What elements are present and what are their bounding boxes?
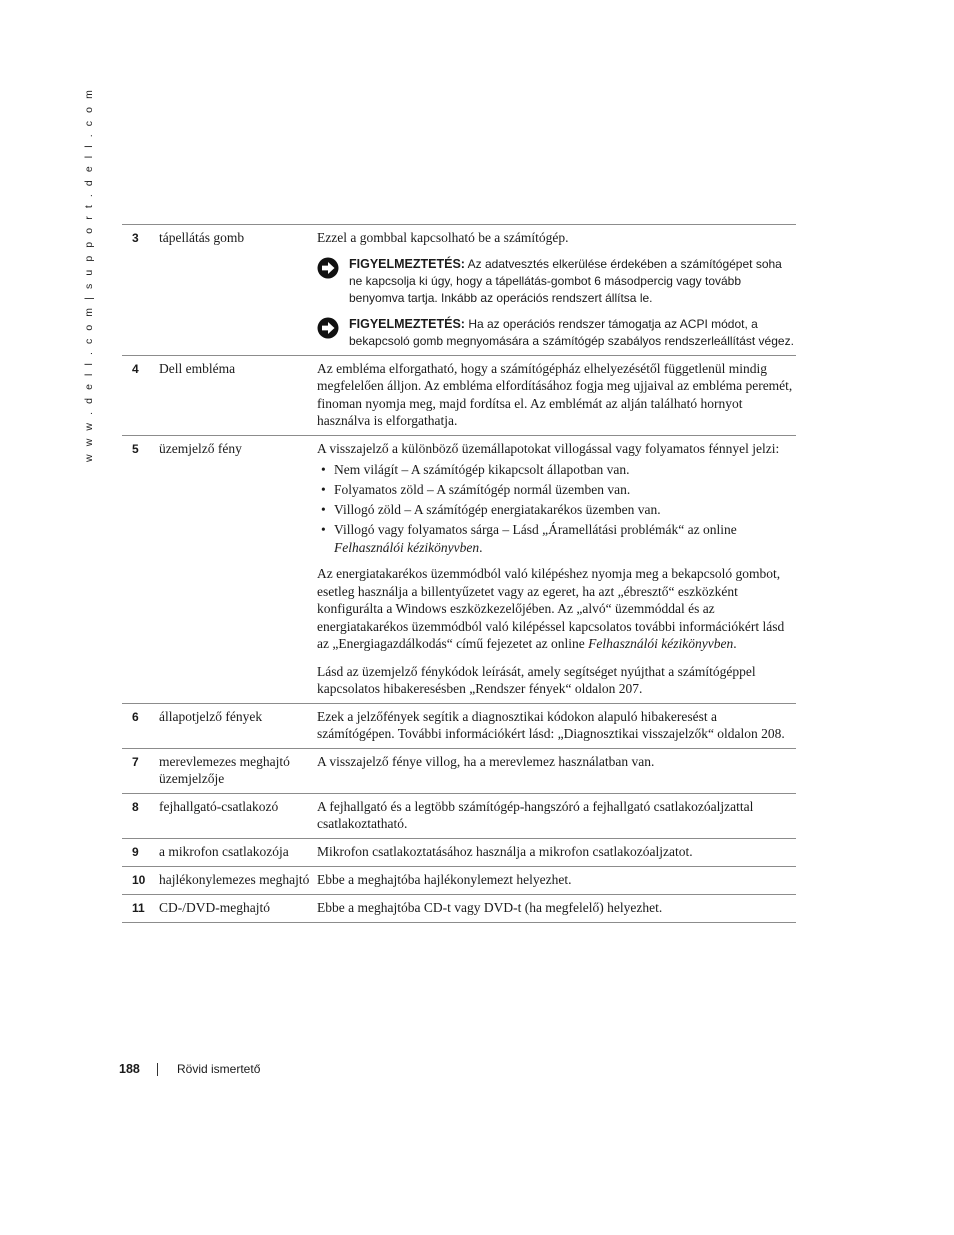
- component-name: a mikrofon csatlakozója: [159, 843, 289, 859]
- component-name: CD-/DVD-meghajtó: [159, 899, 270, 915]
- component-description: [317, 798, 796, 833]
- component-description: [317, 843, 796, 861]
- warning-label: FIGYELMEZTETÉS:: [349, 316, 465, 331]
- row-number: 5: [132, 441, 139, 456]
- component-description: [317, 229, 796, 350]
- component-description: [317, 440, 796, 698]
- component-name: fejhallgató-csatlakozó: [159, 798, 279, 814]
- status-list: [317, 461, 796, 556]
- component-name: hajlékonylemezes meghajtó: [159, 871, 310, 887]
- list-item-end: .: [479, 539, 483, 555]
- table-row: [122, 867, 796, 895]
- description-text: A fejhallgató és a legtöbb számítógép-hangszóró a fejhallgató csatlakozóaljzattal csatlakoztatható.: [317, 798, 754, 831]
- manual-reference: Felhasználói kézikönyvben: [588, 636, 734, 651]
- list-item: [317, 521, 796, 556]
- component-description: [317, 708, 796, 743]
- component-name: tápellátás gomb: [159, 230, 245, 245]
- row-number: 10: [132, 872, 146, 887]
- row-number: 4: [132, 361, 139, 376]
- table-row: [122, 895, 796, 923]
- component-description: [317, 871, 796, 889]
- warning-text: Ha az operációs rendszer támogatja az ACPI módot, a bekapcsoló gomb megnyomására a számítógép szabályos rendszerleállítást végez.: [349, 316, 794, 348]
- row-number: 7: [132, 754, 139, 769]
- table-row: [122, 356, 796, 436]
- component-name: állapotjelző fények: [159, 708, 263, 724]
- paragraph-end: .: [733, 636, 737, 651]
- warning-notice: [317, 256, 796, 307]
- manual-reference: Felhasználói kézikönyvben: [334, 539, 480, 555]
- table-row: [122, 225, 796, 356]
- description-paragraph: [317, 565, 796, 653]
- description-text: Ezek a jelzőfények segítik a diagnosztikai kódokon alapuló hibakeresést a számítógépen. További információkért lásd: „Diagnosztikai visszajelzők“ oldalon 208.: [317, 708, 785, 741]
- table-row: [122, 839, 796, 867]
- footer-divider: [157, 1063, 158, 1076]
- table-row: [122, 704, 796, 749]
- description-text: Mikrofon csatlakoztatásához használja a mikrofon csatlakozóaljzatot.: [317, 843, 693, 859]
- side-url: w w w . d e l l . c o m | s u p p o r t . d e l l . c o m: [83, 87, 95, 462]
- row-number: 3: [132, 231, 139, 245]
- component-table: [122, 224, 796, 923]
- warning-label: FIGYELMEZTETÉS:: [349, 256, 465, 271]
- row-number: 9: [132, 844, 139, 859]
- paragraph-text: Az energiatakarékos üzemmódból való kilépéshez nyomja meg a bekapcsoló gombot, esetleg használja a billentyűzetet vagy az egeret, ha azt „ébresztő“ eszközként konfigurálta a Windows eszközkezelőjében. Az „alvó“ üzemmóddal és az energiatakarékos üzemmódból való kilépéssel kapcsolatos további információkért lásd az „Energiagazdálkodás“ című fejezetet az online: [317, 566, 785, 651]
- description-text: Ebbe a meghajtóba hajlékonylemezt helyezhet.: [317, 871, 572, 887]
- warning-text: Az adatvesztés elkerülése érdekében a számítógépet soha ne kapcsolja ki úgy, hogy a tápellátás-gombot 6 másodpercig vagy tovább benyomva tartja. Inkább az operációs rendszert állítsa le.: [349, 256, 782, 305]
- list-item-text: Villogó vagy folyamatos sárga – Lásd „Áramellátási problémák“ az online: [334, 522, 737, 537]
- section-title: Rövid ismertető: [177, 1062, 261, 1076]
- row-number: 8: [132, 799, 139, 814]
- description-paragraph: Lásd az üzemjelző fénykódok leírását, amely segítséget nyújthat a számítógéppel kapcsolatos hibakeresésben „Rendszer fények“ oldalon 207.: [317, 663, 756, 696]
- list-item: • Villogó zöld – A számítógép energiatakarékos üzemben van.: [317, 501, 796, 519]
- table-row: [122, 794, 796, 839]
- warning-notice: [317, 316, 796, 350]
- component-description: [317, 753, 796, 788]
- row-number: 6: [132, 709, 139, 724]
- table-row: [122, 749, 796, 794]
- component-name: üzemjelző fény: [159, 440, 242, 456]
- description-text: Az embléma elforgatható, hogy a számítógépház elhelyezésétől függetlenül mindig megfelelően álljon. Az embléma elfordításához fogja meg ujjaival az embléma peremét, finoman nyomja meg, majd fordítsa el. Az emblémát az alján található hornyot használva is elforgathatja.: [317, 360, 793, 428]
- list-item: • Nem világít – A számítógép kikapcsolt állapotban van.: [317, 461, 796, 479]
- circle-arrow-right-icon: [317, 256, 349, 307]
- page-footer: [119, 1062, 260, 1076]
- component-name: merevlemezes meghajtó üzemjelzője: [159, 753, 290, 786]
- circle-arrow-right-icon: [317, 316, 349, 350]
- row-number: 11: [132, 900, 145, 915]
- description-intro: A visszajelző a különböző üzemállapotokat villogással vagy folyamatos fénnyel jelzi:: [317, 440, 780, 456]
- description-text: A visszajelző fénye villog, ha a merevlemez használatban van.: [317, 753, 655, 769]
- table-row: [122, 436, 796, 704]
- component-description: [317, 360, 796, 430]
- component-name: Dell embléma: [159, 360, 236, 376]
- list-item: • Folyamatos zöld – A számítógép normál üzemben van.: [317, 481, 796, 499]
- description-text: Ezzel a gombbal kapcsolható be a számítógép.: [317, 230, 569, 245]
- page-number: 188: [119, 1062, 140, 1076]
- component-description: [317, 899, 796, 917]
- description-text: Ebbe a meghajtóba CD-t vagy DVD-t (ha megfelelő) helyezhet.: [317, 899, 663, 915]
